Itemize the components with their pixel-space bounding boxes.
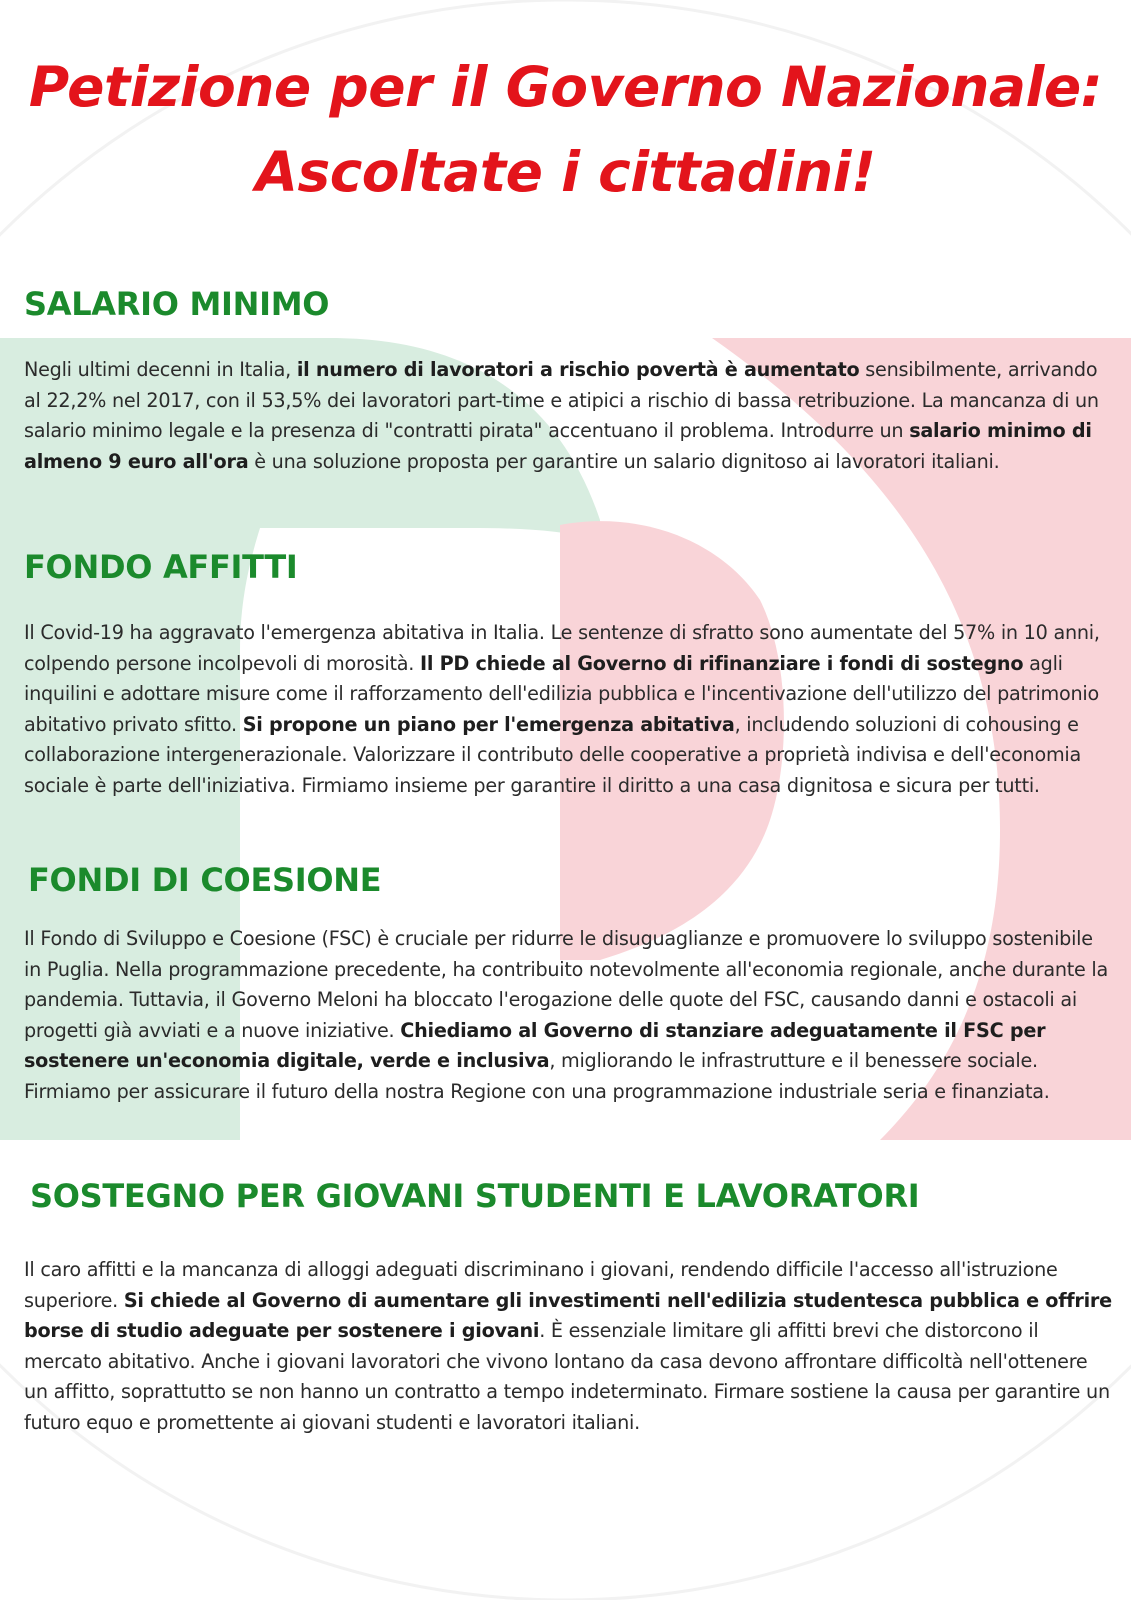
text-run: Negli ultimi decenni in Italia, xyxy=(24,358,297,381)
text-run: agli inquilini e adottare misure come il rafforzamento dell'edilizia pubblica e l'incentivazione dell'utilizzo del patrimonio abitativo privato sfitto. xyxy=(24,651,1099,736)
text-run: Il Covid-19 ha aggravato l'emergenza abitativa in Italia. Le sentenze di sfratto sono aumentate del 57% in 10 anni, colpendo persone incolpevoli di morosità. xyxy=(24,621,1100,675)
bold-text-run: Il PD chiede al Governo di rifinanziare i fondi di sostegno xyxy=(419,651,1024,675)
text-run: , includendo soluzioni di cohousing e collaborazione intergenerazionale. Valorizzare il contributo delle cooperative a proprietà indivisa e dell'economia sociale è parte dell'iniziativa. Firmiamo insieme per garantire il diritto a una casa dignitosa e sicura per tutti. xyxy=(24,712,1081,797)
paragraph-salario-minimo xyxy=(24,355,1114,477)
text-run: Il Fondo di Sviluppo e Coesione (FSC) è cruciale per ridurre le disuguaglianze e promuovere lo sviluppo sostenibile in Puglia. Nella programmazione precedente, ha contribuito notevolmente all'economia regionale, anche durante la pandemia. Tuttavia, il Governo Meloni ha bloccato l'erogazione delle quote del FSC, causando danni e ostacoli ai progetti già avviati e a nuove iniziative. xyxy=(24,927,1109,1042)
text-run: . È essenziale limitare gli affitti brevi che distorcono il mercato abitativo. Anche i giovani lavoratori che vivono lontano da casa devono affrontare difficoltà nell'ottenere un affitto, soprattutto se non hanno un contratto a tempo indeterminato. Firmare sostiene la causa per garantire un futuro equo e promettente ai giovani studenti e lavoratori italiani. xyxy=(24,1319,1110,1434)
text-run: Il caro affitti e la mancanza di alloggi adeguati discriminano i giovani, rendendo difficile l'accesso all'istruzione superiore. xyxy=(24,1258,1058,1312)
heading-fondi-coesione: FONDI DI COESIONE xyxy=(28,861,382,899)
heading-salario-minimo: SALARIO MINIMO xyxy=(24,285,330,323)
text-run: è una soluzione proposta per garantire un salario dignitoso ai lavoratori italiani. xyxy=(248,449,1000,473)
bold-text-run: salario minimo di almeno 9 euro all'ora xyxy=(24,419,1092,473)
paragraph-sostegno-giovani xyxy=(24,1255,1114,1438)
title-line-2: Ascoltate i cittadini! xyxy=(255,140,876,204)
bold-text-run: il numero di lavoratori a rischio povertà è aumentato xyxy=(296,358,860,381)
text-run: , migliorando le infrastrutture e il benessere sociale. Firmiamo per assicurare il futuro della nostra Regione con una programmazione industriale seria e finanziata. xyxy=(24,1049,1050,1103)
text-run: sensibilmente, arrivando al 22,2% nel 2017, con il 53,5% dei lavoratori part-time e atipici a rischio di bassa retribuzione. La mancanza di un salario minimo legale e la presenza di "contratti pirata" accentuano il problema. Introdurre un xyxy=(24,358,1099,442)
paragraph-fondi-coesione xyxy=(24,924,1114,1107)
title-line-1: Petizione per il Governo Nazionale: xyxy=(28,55,1103,119)
heading-fondo-affitti: FONDO AFFITTI xyxy=(24,548,298,586)
bold-text-run: Si propone un piano per l'emergenza abitativa xyxy=(242,712,735,736)
heading-sostegno-giovani: SOSTEGNO PER GIOVANI STUDENTI E LAVORATORI xyxy=(30,1177,920,1215)
paragraph-fondo-affitti xyxy=(24,618,1114,801)
bold-text-run: Chiediamo al Governo di stanziare adeguatamente il FSC per sostenere un'economia digitale, verde e inclusiva xyxy=(24,1018,1046,1072)
bold-text-run: Si chiede al Governo di aumentare gli investimenti nell'edilizia studentesca pubblica e offrire borse di studio adeguate per sostenere i giovani xyxy=(24,1288,1112,1342)
